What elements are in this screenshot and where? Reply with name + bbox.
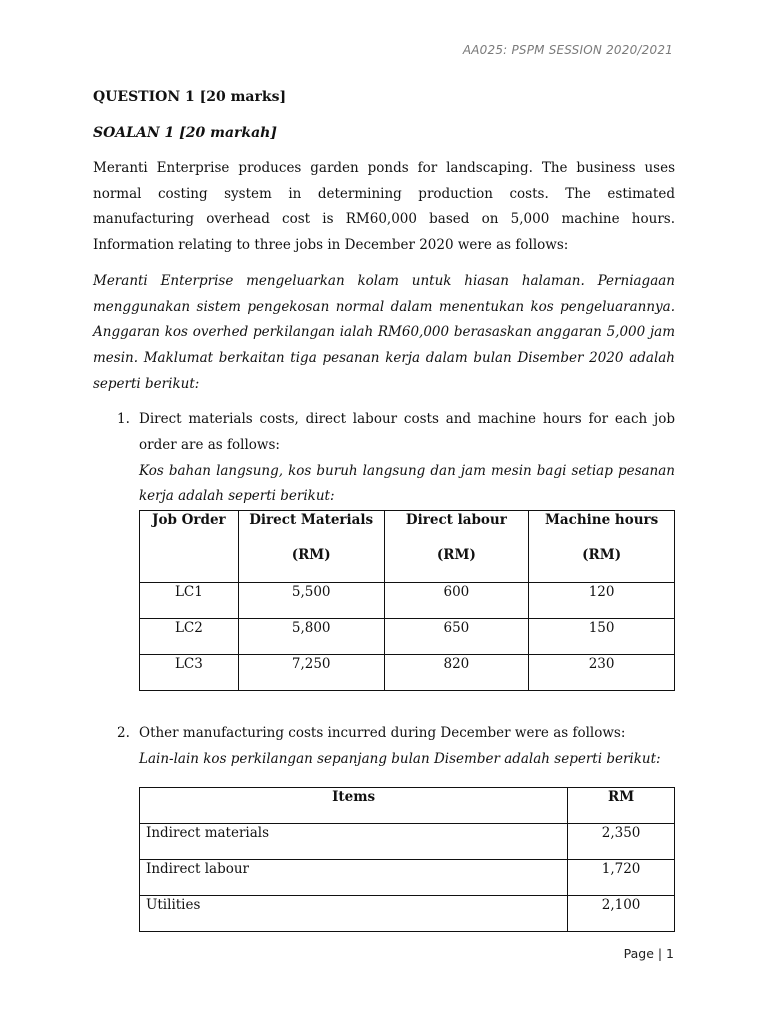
question-title: QUESTION 1 [20 marks] (93, 89, 287, 105)
table-row (140, 655, 675, 691)
page-content (93, 86, 675, 932)
list-item-1 (93, 407, 675, 510)
table-cell: 650 (384, 619, 529, 655)
table-row (140, 823, 675, 859)
column-header: Machine hours (RM) (529, 511, 675, 583)
table-cell: 150 (529, 619, 675, 655)
table-cell: LC1 (140, 583, 239, 619)
table-row (140, 619, 675, 655)
list-item-text: Direct materials costs, direct labour costs and machine hours for each job order are as follows: (139, 411, 675, 454)
list-item-text-malay: Lain-lain kos perkilangan sepanjang bulan Disember adalah seperti berikut: (139, 750, 661, 767)
list-item-text: Other manufacturing costs incurred during December were as follows: (139, 725, 626, 742)
table-cell: 2,350 (568, 823, 675, 859)
other-costs-table (139, 787, 675, 932)
table-cell: 120 (529, 583, 675, 619)
table-cell: 7,250 (238, 655, 384, 691)
table-cell: Indirect materials (140, 823, 568, 859)
column-header: Job Order (140, 511, 239, 583)
table-header-row (140, 511, 675, 583)
column-header: Items (140, 787, 568, 823)
table-cell: 820 (384, 655, 529, 691)
question-intro-malay: Meranti Enterprise mengeluarkan kolam untuk hiasan halaman. Perniagaan menggunakan sistem pengekosan normal dalam menentukan kos pengeluarannya. Anggaran kos overhed perkilangan ialah RM60,000 berasaskan anggaran 5,000 jam mesin. Maklumat berkaitan tiga pesanan kerja dalam bulan Disember 2020 adalah seperti berikut: (93, 272, 675, 392)
table-cell: 2,100 (568, 895, 675, 931)
list-item-2 (93, 721, 675, 772)
table-header-row (140, 787, 675, 823)
column-header: Direct labour (RM) (384, 511, 529, 583)
table-cell: LC2 (140, 619, 239, 655)
table-cell: Utilities (140, 895, 568, 931)
table-row (140, 859, 675, 895)
list-item-number: 1. (117, 411, 130, 428)
question-intro: Meranti Enterprise produces garden ponds for landscaping. The business uses normal costing system in determining production costs. The estimated manufacturing overhead cost is RM60,000 based on 5,000 machine hours. Information relating to three jobs in December 2020 were as follows: (93, 160, 675, 254)
session-header: AA025: PSPM SESSION 2020/2021 (462, 43, 673, 57)
table-cell: 1,720 (568, 859, 675, 895)
job-order-table (139, 510, 675, 691)
table-cell: 5,500 (238, 583, 384, 619)
table-cell: 230 (529, 655, 675, 691)
question-title-malay: SOALAN 1 [20 markah] (93, 125, 277, 141)
table-row (140, 895, 675, 931)
table-cell: Indirect labour (140, 859, 568, 895)
list-item-text-malay: Kos bahan langsung, kos buruh langsung dan jam mesin bagi setiap pesanan kerja adalah seperti berikut: (139, 462, 675, 505)
table-cell: 5,800 (238, 619, 384, 655)
table-cell: LC3 (140, 655, 239, 691)
column-header: Direct Materials (RM) (238, 511, 384, 583)
page-number: Page | 1 (623, 946, 674, 961)
table-row (140, 583, 675, 619)
column-header: RM (568, 787, 675, 823)
table-cell: 600 (384, 583, 529, 619)
list-item-number: 2. (117, 725, 130, 742)
